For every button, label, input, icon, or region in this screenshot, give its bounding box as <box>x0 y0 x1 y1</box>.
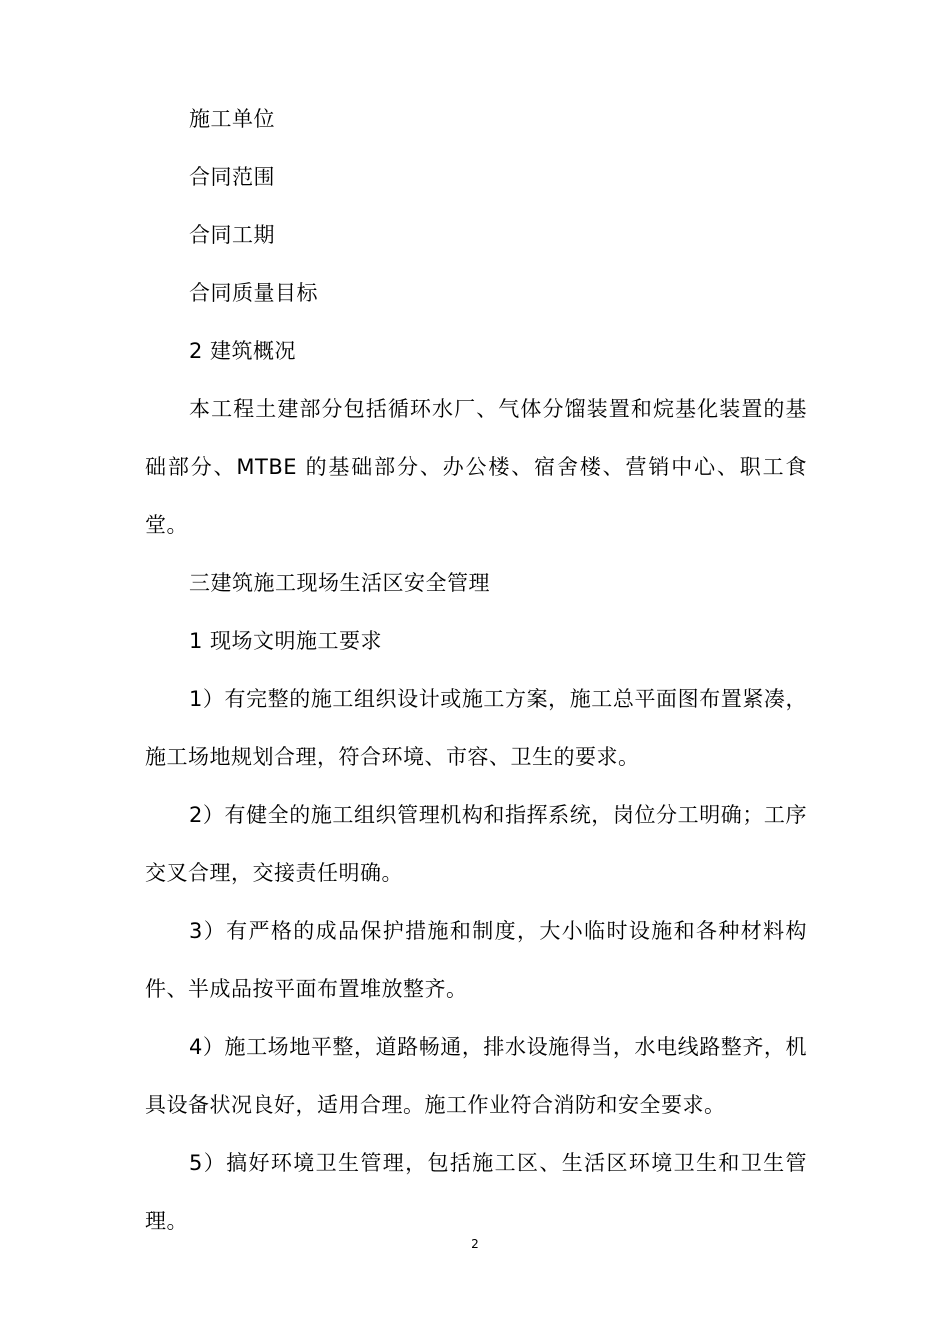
paragraph-building-overview: 本工程土建部分包括循环水厂、气体分馏装置和烷基化装置的基础部分、MTBE 的基础部分、办公楼、宿舍楼、营销中心、职工食堂。 <box>145 397 807 537</box>
section-heading-civilized-construction: 1 现场文明施工要求 <box>189 629 383 653</box>
list-item-3: 3）有严格的成品保护措施和制度，大小临时设施和各种材料构件、半成品按平面布置堆放整齐。 <box>145 919 807 1001</box>
section-heading-safety-management: 三建筑施工现场生活区安全管理 <box>189 571 490 595</box>
paragraph-contract-period: 合同工期 <box>189 223 275 247</box>
page-number: 2 <box>471 1237 479 1251</box>
section-heading-building-overview: 2 建筑概况 <box>189 339 297 363</box>
paragraph-contract-scope: 合同范围 <box>189 165 275 189</box>
paragraph-quality-target: 合同质量目标 <box>189 281 318 305</box>
list-item-4: 4）施工场地平整，道路畅通，排水设施得当，水电线路整齐，机具设备状况良好，适用合理。施工作业符合消防和安全要求。 <box>145 1035 807 1117</box>
document-body <box>145 90 807 1250</box>
list-item-5: 5）搞好环境卫生管理，包括施工区、生活区环境卫生和卫生管理。 <box>145 1151 807 1233</box>
paragraph-construction-unit: 施工单位 <box>189 107 275 131</box>
list-item-2: 2）有健全的施工组织管理机构和指挥系统，岗位分工明确；工序交叉合理，交接责任明确。 <box>145 803 807 885</box>
list-item-1: 1）有完整的施工组织设计或施工方案，施工总平面图布置紧凑，施工场地规划合理，符合环境、市容、卫生的要求。 <box>145 687 807 769</box>
